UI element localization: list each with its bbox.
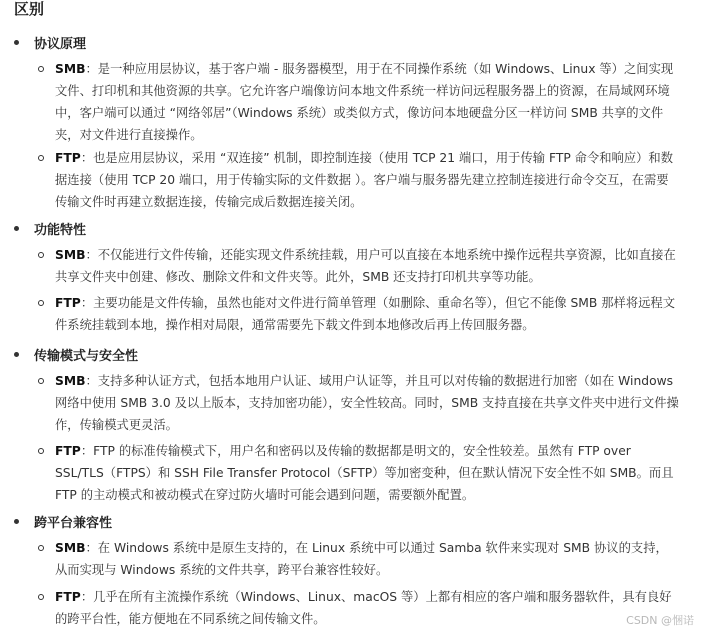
section-header bbox=[14, 218, 86, 238]
item-text bbox=[55, 147, 679, 213]
section-title: 功能特性 bbox=[34, 222, 87, 238]
item-term: SMB bbox=[55, 248, 86, 262]
item-term: SMB bbox=[55, 62, 86, 76]
item-text bbox=[55, 586, 679, 630]
csdn-watermark: CSDN @悃诺 bbox=[626, 614, 694, 627]
item-term: FTP bbox=[55, 151, 81, 165]
item-separator: ： bbox=[85, 374, 98, 388]
item-term: FTP bbox=[55, 590, 81, 604]
section-title: 协议原理 bbox=[34, 36, 87, 52]
item-separator: ： bbox=[85, 248, 98, 262]
item-description: 是一种应用层协议，基于客户端 - 服务器模型，用于在不同操作系统（如 Windows、Linux 等）之间实现文件、打印机和其他资源的共享。它允许客户端像访问本地文件系统一样访问远程服务器上的资源，在局域网环境中，客户端可以通过 “网络邻居”（Windows 系统）或类似方式，像访问本地硬盘分区一样访问 SMB 共享的文件夹，对文件进行直接操作。 bbox=[55, 62, 674, 142]
item-text bbox=[55, 370, 679, 436]
item-separator: ： bbox=[80, 296, 94, 310]
bullet-circle-icon bbox=[38, 378, 44, 384]
item-term: SMB bbox=[55, 541, 86, 555]
item-description: 也是应用层协议，采用 “双连接” 机制，即控制连接（使用 TCP 21 端口，用于传输 FTP 命令和响应）和数据连接（使用 TCP 20 端口，用于传输实际的文件数据 ）。客户端与服务器先建立控制连接进行命令交互，在需要传输文件时再建立数据连接，传输完成后数据连接关闭。 bbox=[55, 151, 674, 209]
item-text bbox=[55, 292, 679, 336]
bullet-circle-icon bbox=[38, 448, 44, 454]
item-description: 几乎在所有主流操作系统（Windows、Linux、macOS 等）上都有相应的客户端和服务器软件，具有良好的跨平台性，能方便地在不同系统之间传输文件。 bbox=[55, 590, 672, 626]
item-description: 在 Windows 系统中是原生支持的，在 Linux 系统中可以通过 Samba 软件来实现对 SMB 协议的支持，从而实现与 Windows 系统的文件共享，跨平台兼容性较好。 bbox=[55, 541, 668, 577]
item-text bbox=[55, 440, 679, 506]
section-header bbox=[14, 32, 86, 52]
bullet-circle-icon bbox=[38, 594, 44, 600]
item-description: FTP 的标准传输模式下，用户名和密码以及传输的数据都是明文的，安全性较差。虽然有 FTP over SSL/TLS（FTPS）和 SSH File Transfer Protocol（SFTP）等加密变种，但在默认情况下安全性不如 SMB。而且 FTP 的主动模式和被动模式在穿过防火墙时可能会遇到问题，需要额外配置。 bbox=[55, 444, 674, 502]
bullet-disc-icon bbox=[14, 226, 19, 231]
bullet-disc-icon bbox=[14, 352, 19, 357]
bullet-disc-icon bbox=[14, 40, 19, 45]
item-term: FTP bbox=[55, 444, 81, 458]
bullet-circle-icon bbox=[38, 66, 44, 72]
item-term: FTP bbox=[55, 296, 81, 310]
bullet-disc-icon bbox=[14, 519, 19, 524]
item-separator: ： bbox=[85, 541, 98, 555]
item-separator: ： bbox=[80, 151, 94, 165]
section-title: 跨平台兼容性 bbox=[34, 515, 113, 531]
item-text bbox=[55, 537, 679, 581]
bullet-circle-icon bbox=[38, 300, 44, 306]
bullet-circle-icon bbox=[38, 545, 44, 551]
item-term: SMB bbox=[55, 374, 86, 388]
section-header bbox=[14, 344, 138, 364]
bullet-circle-icon bbox=[38, 252, 44, 258]
section-header bbox=[14, 511, 112, 531]
item-description: 主要功能是文件传输，虽然也能对文件进行简单管理（如删除、重命名等），但它不能像 SMB 那样将远程文件系统挂载到本地，操作相对局限，通常需要先下载文件到本地修改后再上传回服务器。 bbox=[55, 296, 676, 332]
item-description: 不仅能进行文件传输，还能实现文件系统挂载，用户可以直接在本地系统中操作远程共享资源，比如直接在共享文件夹中创建、修改、删除文件和文件夹等。此外，SMB 还支持打印机共享等功能。 bbox=[55, 248, 676, 284]
item-separator: ： bbox=[80, 444, 94, 458]
item-text bbox=[55, 58, 679, 146]
item-separator: ： bbox=[80, 590, 94, 604]
section-heading: 区别 bbox=[14, 0, 45, 18]
item-separator: ： bbox=[85, 62, 98, 76]
item-description: 支持多种认证方式，包括本地用户认证、域用户认证等，并且可以对传输的数据进行加密（如在 Windows 网络中使用 SMB 3.0 及以上版本，支持加密功能），安全性较高。同时，SMB 支持直接在共享文件夹中进行文件操作，传输模式更灵活。 bbox=[55, 374, 679, 432]
bullet-circle-icon bbox=[38, 155, 44, 161]
item-text bbox=[55, 244, 679, 288]
section-title: 传输模式与安全性 bbox=[34, 348, 139, 364]
